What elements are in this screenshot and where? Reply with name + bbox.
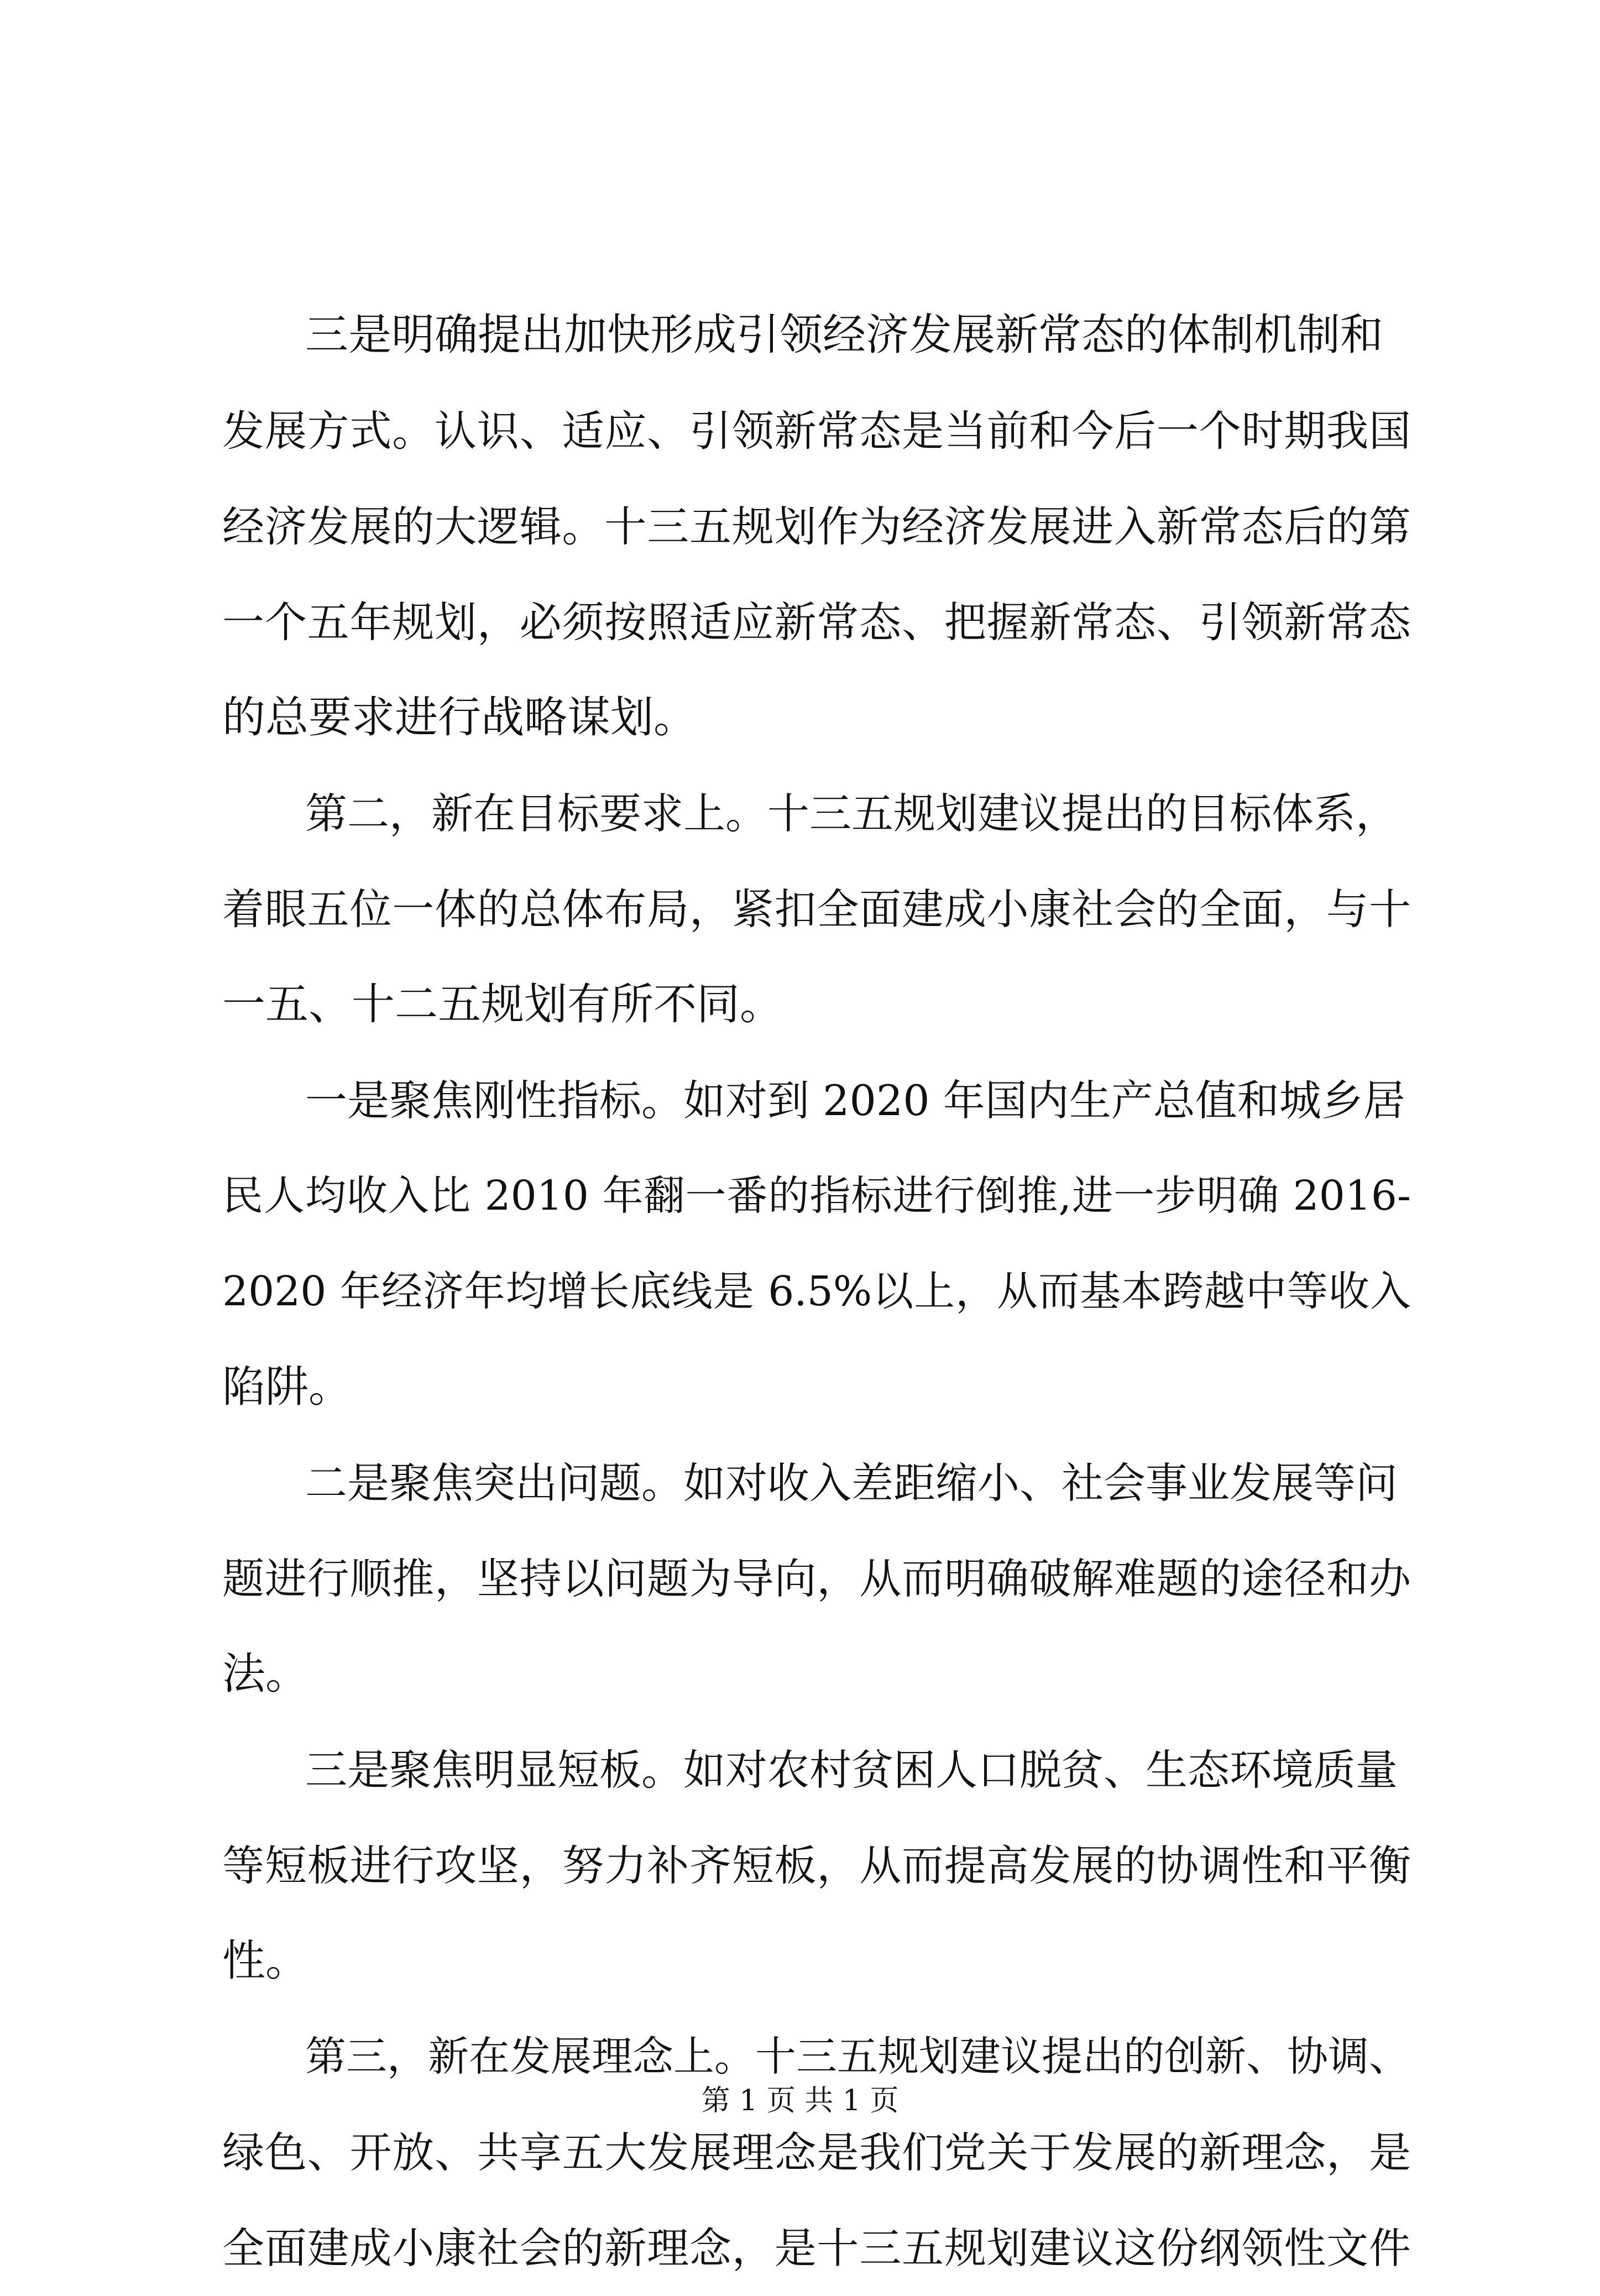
text-line: 第二，新在目标要求上。十三五规划建议提出的目标体系， bbox=[305, 789, 1398, 838]
text-line: 题进行顺推，坚持以问题为导向，从而明确破解难题的途径和办 bbox=[222, 1554, 1411, 1603]
text-line: 性。 bbox=[222, 1936, 309, 1986]
document-body bbox=[222, 287, 1411, 2296]
text-line: 一是聚焦刚性指标。如对到 2020 年国内生产总值和城乡居 bbox=[305, 1076, 1405, 1125]
text-line: 一个五年规划，必须按照适应新常态、把握新常态、引领新常态 bbox=[222, 598, 1411, 647]
text-line: 着眼五位一体的总体布局，紧扣全面建成小康社会的全面，与十 bbox=[222, 885, 1411, 934]
text-line: 一五、十二五规划有所不同。 bbox=[222, 980, 783, 1029]
text-line: 法。 bbox=[222, 1649, 309, 1699]
text-line: 二是聚焦突出问题。如对收入差距缩小、社会事业发展等问 bbox=[305, 1458, 1398, 1508]
text-line: 民人均收入比 2010 年翻一番的指标进行倒推,进一步明确 2016- bbox=[222, 1172, 1411, 1220]
page-footer: 第 1 页 共 1 页 bbox=[701, 2084, 899, 2117]
text-line: 2020 年经济年均增长底线是 6.5%以上，从而基本跨越中等收入 bbox=[222, 1268, 1411, 1315]
text-line: 全面建成小康社会的新理念，是十三五规划建议这份纲领性文件 bbox=[222, 2224, 1411, 2273]
text-line: 等短板进行攻坚，努力补齐短板，从而提高发展的协调性和平衡 bbox=[222, 1841, 1411, 1890]
text-line: 经济发展的大逻辑。十三五规划作为经济发展进入新常态后的第 bbox=[222, 502, 1411, 551]
text-line: 陷阱。 bbox=[222, 1362, 352, 1412]
text-line: 绿色、开放、共享五大发展理念是我们党关于发展的新理念，是 bbox=[222, 2128, 1411, 2177]
text-line: 发展方式。认识、适应、引领新常态是当前和今后一个时期我国 bbox=[222, 406, 1411, 456]
text-line: 三是明确提出加快形成引领经济发展新常态的体制机制和 bbox=[305, 310, 1384, 360]
text-line: 的总要求进行战略谋划。 bbox=[222, 693, 697, 742]
text-line: 第三，新在发展理念上。十三五规划建议提出的创新、协调、 bbox=[305, 2033, 1410, 2080]
text-line: 三是聚焦明显短板。如对农村贫困人口脱贫、生态环境质量 bbox=[305, 1745, 1398, 1795]
